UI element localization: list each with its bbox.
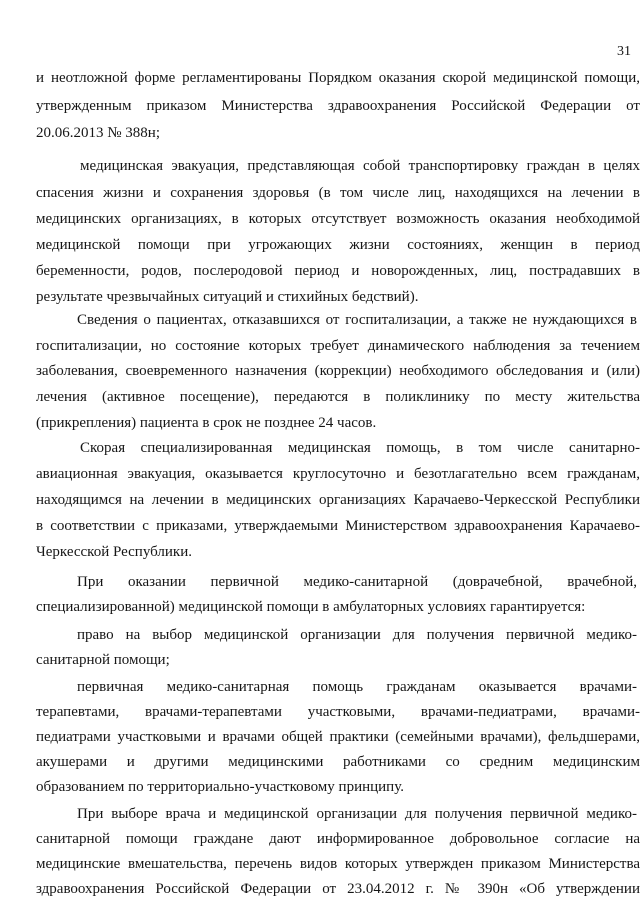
page-number: 31 — [617, 44, 631, 59]
text-line: терапевтами, врачами-терапевтами участковыми, врачами-педиатрами, врачами- — [36, 704, 640, 720]
text-line: лечения (активное посещение), передаются в поликлинику по месту жительства — [36, 389, 640, 405]
text-line: (прикрепления) пациента в срок не позднее 24 часов. — [36, 415, 377, 431]
text-line: 20.06.2013 № 388н; — [36, 125, 161, 141]
text-line: заболевания, своевременного назначения (коррекции) необходимого обследования и (или) — [36, 363, 640, 379]
text-line: здравоохранения Российской Федерации от 23.04.2012 г. № 390н «Об утверждении — [36, 881, 640, 897]
text-line: госпитализации, но состояние которых требует динамического наблюдения за течением — [36, 338, 640, 354]
text-line: первичная медико-санитарная помощь гражданам оказывается врачами- — [77, 679, 637, 695]
text-line: находящимся на лечении в медицинских организациях Карачаево-Черкесской Республики — [36, 492, 640, 508]
text-line: санитарной помощи граждане дают информированное добровольное согласие на — [36, 831, 640, 847]
text-line: право на выбор медицинской организации для получения первичной медико- — [77, 627, 637, 643]
text-line: и неотложной форме регламентированы Порядком оказания скорой медицинской помощи, — [36, 70, 640, 86]
text-line: Сведения о пациентах, отказавшихся от госпитализации, а также не нуждающихся в — [77, 312, 637, 328]
text-line: Скорая специализированная медицинская помощь, в том числе санитарно- — [80, 440, 640, 456]
text-line: утвержденным приказом Министерства здравоохранения Российской Федерации от — [36, 98, 640, 114]
text-line: акушерами и другими медицинскими работниками со средним медицинским — [36, 754, 640, 770]
text-line: беременности, родов, послеродовой период и новорожденных, лиц, пострадавших в — [36, 263, 640, 279]
text-line: результате чрезвычайных ситуаций и стихийных бедствий). — [36, 289, 419, 305]
text-line: педиатрами участковыми и врачами общей практики (семейными врачами), фельдшерами, — [36, 729, 640, 745]
text-line: образованием по территориально-участковому принципу. — [36, 779, 404, 795]
text-line: медицинская эвакуация, представляющая собой транспортировку граждан в целях — [80, 158, 640, 174]
text-line: санитарной помощи; — [36, 652, 170, 668]
text-line: авиационная эвакуация, оказывается круглосуточно и безотлагательно всем гражданам, — [36, 466, 640, 482]
text-line: в соответствии с приказами, утверждаемыми Министерством здравоохранения Карачаево- — [36, 518, 640, 534]
text-line: спасения жизни и сохранения здоровья (в том числе лиц, находящихся на лечении в — [36, 185, 640, 201]
text-line: При выборе врача и медицинской организации для получения первичной медико- — [77, 806, 637, 822]
text-line: Черкесской Республики. — [36, 544, 192, 560]
text-line: При оказании первичной медико-санитарной (доврачебной, врачебной, — [77, 574, 637, 590]
text-line: медицинских организациях, в которых отсутствует возможность оказания необходимой — [36, 211, 640, 227]
text-line: медицинской помощи при угрожающих жизни состояниях, женщин в период — [36, 237, 640, 253]
text-line: медицинские вмешательства, перечень видов которых утвержден приказом Министерства — [36, 856, 640, 872]
text-line: специализированной) медицинской помощи в амбулаторных условиях гарантируется: — [36, 599, 586, 615]
